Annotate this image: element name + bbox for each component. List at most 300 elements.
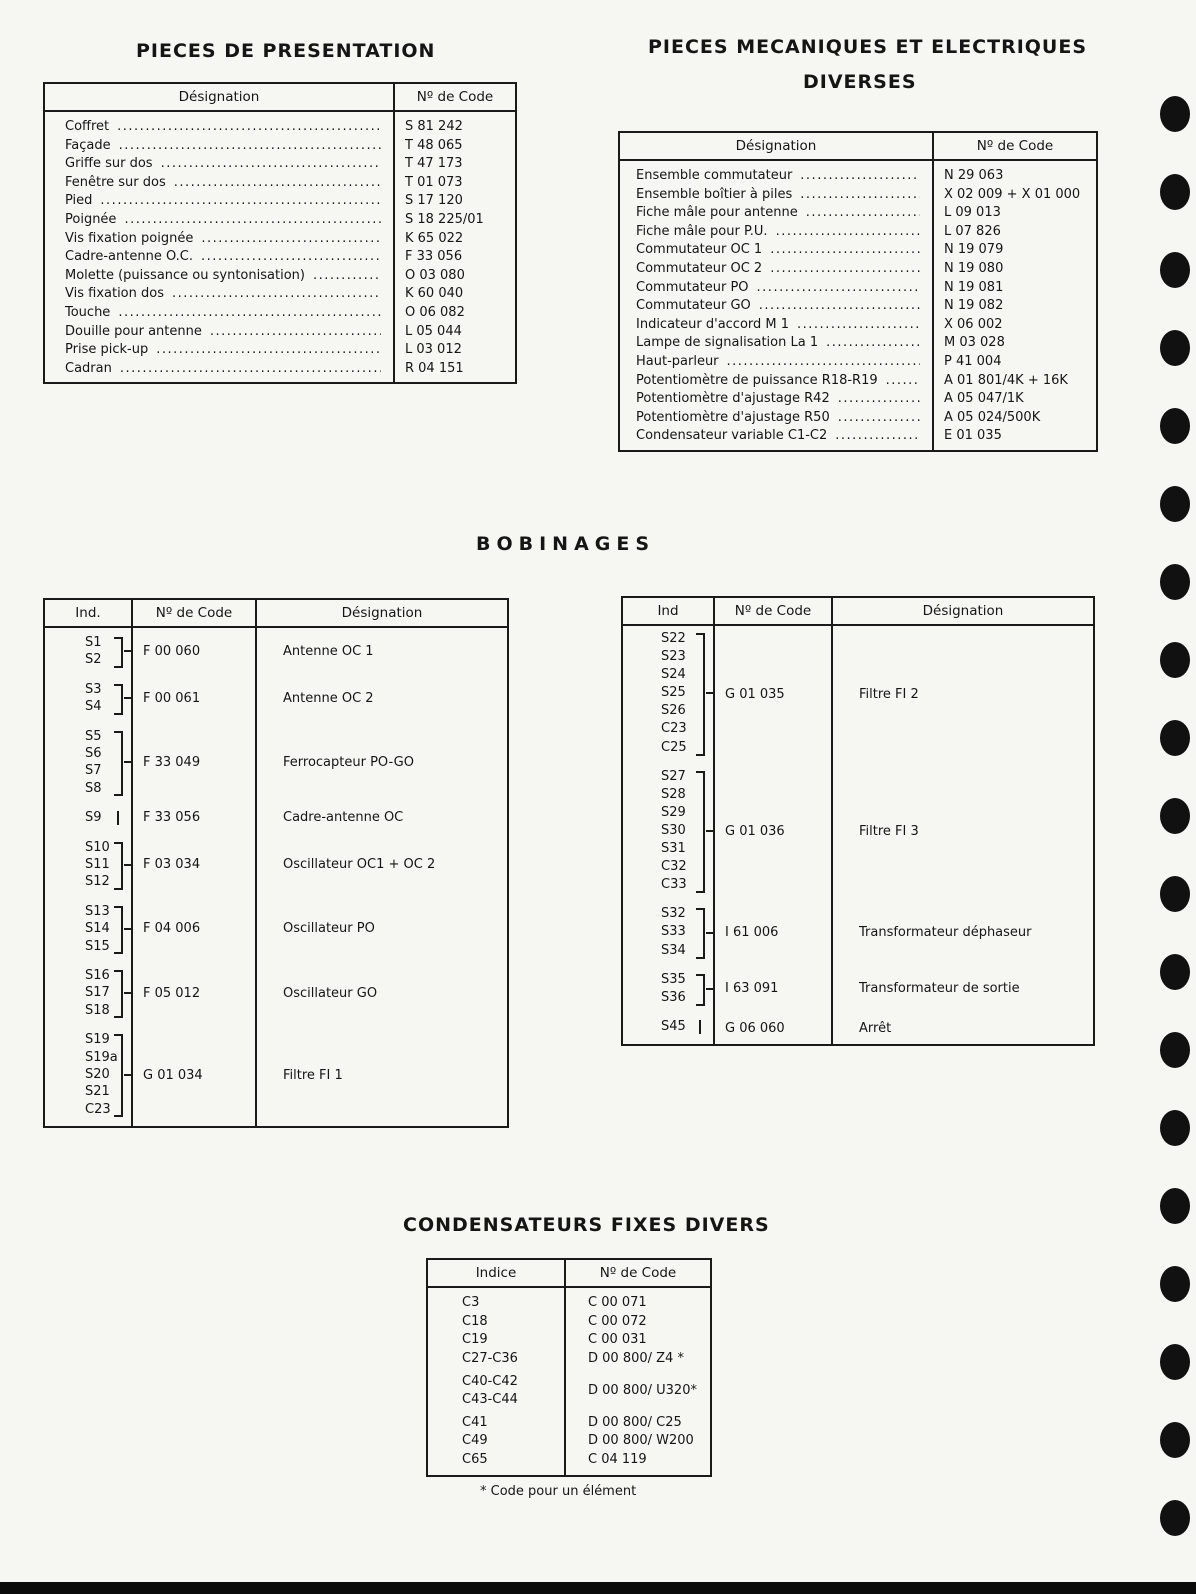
designation-wrap — [257, 1025, 507, 1126]
table-row — [44, 675, 508, 722]
code-value: X 02 009 + X 01 000 — [944, 186, 1081, 202]
code-value: N 19 079 — [944, 242, 1004, 258]
designation-wrap — [833, 1012, 1093, 1044]
designation-label: Cadran — [65, 360, 112, 376]
binder-hole — [1160, 642, 1190, 678]
designation-item — [65, 341, 393, 360]
table-row — [622, 625, 1094, 762]
leader-dots — [826, 334, 920, 353]
ind-cell — [622, 965, 714, 1012]
designation-value: Filtre FI 2 — [859, 686, 919, 702]
ind-value: S30 — [661, 822, 686, 838]
header-designation: Désignation — [256, 599, 508, 627]
designation-item — [65, 267, 393, 286]
code-value: N 19 080 — [944, 260, 1004, 276]
bracket-tick — [124, 1074, 131, 1076]
indice-value: C49 — [462, 1433, 488, 1449]
designation-wrap — [257, 675, 507, 722]
code-wrap — [133, 897, 255, 961]
code-cell — [714, 762, 832, 900]
leader-dots — [838, 390, 920, 409]
ind-value: S19a — [85, 1049, 118, 1065]
designation-label: Condensateur variable C1-C2 — [636, 428, 828, 444]
ind-cell — [44, 627, 132, 675]
bracket — [696, 771, 705, 894]
designation-label: Potentiomètre d'ajustage R42 — [636, 391, 830, 407]
designation-label: Douille pour antenne — [65, 323, 202, 339]
indice-cell — [427, 1331, 565, 1350]
ind-value: S24 — [661, 667, 686, 683]
designation-cell — [256, 722, 508, 804]
code-cell — [132, 897, 256, 961]
code-cell — [714, 900, 832, 965]
bracket — [114, 731, 123, 797]
table-row — [622, 1012, 1094, 1045]
leader-dots — [161, 155, 381, 174]
designation-wrap — [257, 961, 507, 1025]
code-value: L 09 013 — [944, 205, 1001, 221]
indice-value: C65 — [462, 1451, 488, 1467]
ind-value: S35 — [661, 971, 686, 987]
code-wrap — [133, 833, 255, 897]
table-row — [44, 897, 508, 961]
designation-label: Ensemble commutateur — [636, 168, 793, 183]
code-value: F 05 012 — [143, 985, 201, 1001]
leader-dots — [806, 204, 920, 223]
ind-value: S19 — [85, 1032, 110, 1048]
ind-value: S18 — [85, 1002, 110, 1018]
designation-label: Poignée — [65, 211, 117, 227]
designation-label: Haut-parleur — [636, 353, 719, 369]
bracket-tick — [706, 692, 713, 694]
ind-value: S27 — [661, 768, 686, 784]
leader-dots — [119, 137, 381, 156]
designation-item — [65, 118, 393, 137]
bobinages-left-table — [43, 598, 509, 1128]
designation-cell — [832, 625, 1094, 762]
presentation-table — [43, 82, 517, 384]
ind-cell — [44, 1025, 132, 1127]
code-value: F 00 060 — [143, 643, 201, 659]
code-value: F 33 049 — [143, 754, 201, 770]
table-row — [427, 1368, 711, 1413]
code-wrap — [133, 961, 255, 1025]
footnote: * Code pour un élément — [480, 1484, 637, 1499]
code-wrap — [133, 1025, 255, 1126]
code-value: K 60 040 — [405, 286, 464, 302]
table-row — [44, 833, 508, 897]
ind-group — [45, 833, 131, 897]
code-cell — [565, 1451, 711, 1477]
binder-hole — [1160, 1344, 1190, 1380]
code-value: C 00 071 — [588, 1295, 647, 1310]
ind-value: S9 — [85, 810, 102, 826]
indice-value: C40-C42 — [462, 1374, 518, 1390]
code-value: R 04 151 — [405, 360, 464, 376]
code-cell — [132, 722, 256, 804]
ind-value: S10 — [85, 839, 110, 855]
binder-hole — [1160, 1266, 1190, 1302]
bracket-tick — [706, 830, 713, 832]
bracket — [114, 906, 123, 954]
leader-dots — [124, 211, 381, 230]
code-value: L 07 826 — [944, 223, 1001, 239]
designation-item — [636, 204, 932, 223]
binder-hole — [1160, 564, 1190, 600]
ind-value: S11 — [85, 856, 110, 872]
header-code: Nº de Code — [933, 132, 1097, 160]
bracket-tick — [124, 928, 131, 930]
binder-hole — [1160, 1422, 1190, 1458]
designation-label: Fiche mâle pour antenne — [636, 205, 798, 221]
designation-cell — [256, 675, 508, 722]
bracket — [117, 811, 119, 824]
designation-value: Oscillateur PO — [283, 921, 375, 937]
bracket — [114, 842, 123, 890]
ind-value: S33 — [661, 924, 686, 940]
code-value: S 18 225/01 — [405, 211, 484, 227]
leader-dots — [835, 427, 920, 446]
title-bobinages: BOBINAGES — [476, 533, 656, 555]
header-designation: Désignation — [832, 597, 1094, 625]
ind-group — [45, 897, 131, 961]
designation-label: Façade — [65, 137, 111, 153]
ind-cell — [622, 625, 714, 762]
indice-value: C18 — [462, 1313, 488, 1329]
designation-label: Cadre-antenne O.C. — [65, 249, 194, 265]
code-cell — [714, 965, 832, 1012]
designation-item — [636, 316, 932, 335]
designation-item — [65, 230, 393, 249]
designation-cell — [832, 900, 1094, 965]
code-cell — [565, 1313, 711, 1332]
binder-hole — [1160, 720, 1190, 756]
designation-label: Commutateur GO — [636, 298, 751, 314]
ind-group — [623, 1012, 713, 1044]
code-cell — [565, 1432, 711, 1451]
leader-dots — [759, 297, 920, 316]
ind-value: S2 — [85, 652, 102, 668]
bracket-tick — [124, 864, 131, 866]
code-value: K 65 022 — [405, 230, 464, 246]
header-indice: Indice — [427, 1259, 565, 1287]
bracket-tick — [706, 988, 713, 990]
ind-group — [45, 628, 131, 675]
code-value: N 29 063 — [944, 168, 1004, 183]
ind-value: S20 — [85, 1066, 110, 1082]
table-row — [427, 1432, 711, 1451]
designation-item — [636, 297, 932, 316]
designation-item — [636, 186, 932, 205]
bracket — [114, 684, 123, 715]
table-row — [427, 1414, 711, 1433]
bottom-border — [0, 1582, 1196, 1594]
leader-dots — [727, 353, 920, 372]
designation-label: Commutateur OC 1 — [636, 242, 763, 258]
designation-cell — [832, 762, 1094, 900]
bracket-tick — [124, 650, 131, 652]
ind-value: S15 — [85, 938, 110, 954]
binder-hole — [1160, 486, 1190, 522]
designation-item — [636, 427, 932, 446]
ind-value: S22 — [661, 631, 686, 646]
code-value: D 00 800/ Z4 * — [588, 1350, 684, 1366]
designation-label: Pied — [65, 193, 93, 209]
table-row — [427, 1331, 711, 1350]
indice-cell — [427, 1287, 565, 1313]
designation-item — [65, 360, 393, 379]
designation-cell — [256, 803, 508, 832]
leader-dots — [800, 186, 920, 205]
table-row — [44, 803, 508, 832]
designation-cell — [256, 833, 508, 897]
ind-value: S6 — [85, 745, 102, 761]
leader-dots — [800, 167, 920, 186]
leader-dots — [120, 360, 381, 379]
bracket — [696, 633, 705, 756]
binder-hole — [1160, 1188, 1190, 1224]
ind-group — [45, 1025, 131, 1126]
leader-dots — [118, 304, 381, 323]
ind-value: S25 — [661, 685, 686, 701]
code-cell — [565, 1350, 711, 1369]
designation-label: Lampe de signalisation La 1 — [636, 335, 819, 351]
binder-hole — [1160, 408, 1190, 444]
binder-hole — [1160, 1500, 1190, 1536]
designation-label: Fiche mâle pour P.U. — [636, 223, 768, 239]
ind-value: S7 — [85, 763, 102, 779]
indice-value: C43-C44 — [462, 1391, 518, 1407]
designation-item — [636, 223, 932, 242]
designation-value: Oscillateur OC1 + OC 2 — [283, 857, 436, 873]
binder-hole — [1160, 1110, 1190, 1146]
title-mecaniques-line2: DIVERSES — [803, 71, 917, 93]
ind-value: C25 — [661, 739, 687, 755]
designation-label: Indicateur d'accord M 1 — [636, 316, 790, 332]
code-cell — [714, 625, 832, 762]
designation-label: Molette (puissance ou syntonisation) — [65, 267, 305, 283]
ind-value: S23 — [661, 649, 686, 665]
code-value: C 00 031 — [588, 1332, 647, 1348]
code-value: A 05 024/500K — [944, 409, 1041, 425]
code-cell — [132, 1025, 256, 1127]
indice-value: C41 — [462, 1414, 488, 1430]
designation-cell — [832, 1012, 1094, 1045]
binder-hole — [1160, 798, 1190, 834]
leader-dots — [886, 372, 920, 391]
code-value: T 47 173 — [405, 156, 463, 172]
ind-value: S29 — [661, 804, 686, 820]
code-value: T 48 065 — [405, 137, 463, 153]
designation-item — [636, 241, 932, 260]
designation-item — [636, 372, 932, 391]
ind-value: S32 — [661, 906, 686, 922]
designation-value: Transformateur déphaseur — [859, 925, 1032, 941]
designation-item — [65, 323, 393, 342]
bracket-tick — [124, 992, 131, 994]
binder-hole — [1160, 876, 1190, 912]
code-value: N 19 081 — [944, 279, 1004, 295]
leader-dots — [313, 267, 381, 286]
condensateurs-table — [426, 1258, 712, 1477]
designation-label: Touche — [65, 304, 111, 320]
code-wrap — [715, 626, 831, 762]
ind-value: S31 — [661, 841, 686, 857]
code-wrap — [133, 722, 255, 804]
table-row — [622, 965, 1094, 1012]
code-value: C 00 072 — [588, 1313, 647, 1329]
designation-wrap — [833, 900, 1093, 965]
code-cell — [565, 1368, 711, 1413]
designation-item — [65, 174, 393, 193]
code-value: A 01 801/4K + 16K — [944, 372, 1068, 388]
mecaniques-table — [618, 131, 1098, 452]
binder-hole — [1160, 330, 1190, 366]
designation-label: Vis fixation poignée — [65, 230, 194, 246]
ind-value: S26 — [661, 703, 686, 719]
code-value: T 01 073 — [405, 174, 463, 190]
designation-item — [65, 192, 393, 211]
bracket-tick — [706, 932, 713, 934]
ind-value: C32 — [661, 859, 687, 875]
ind-value: C23 — [85, 1101, 111, 1117]
indice-value: C19 — [462, 1332, 488, 1348]
code-value: G 06 060 — [725, 1020, 785, 1036]
bracket — [699, 1020, 701, 1034]
code-cell — [132, 675, 256, 722]
ind-value: S17 — [85, 985, 110, 1001]
code-value: O 06 082 — [405, 304, 465, 320]
bracket — [114, 970, 123, 1018]
title-mecaniques: PIECES MECANIQUES ET ELECTRIQUES — [648, 36, 1088, 58]
indice-cell — [427, 1368, 565, 1413]
table-row — [427, 1451, 711, 1477]
designation-label: Vis fixation dos — [65, 286, 164, 302]
designation-cell — [256, 961, 508, 1025]
table-row — [427, 1287, 711, 1313]
code-value: I 63 091 — [725, 981, 779, 997]
designation-label: Fenêtre sur dos — [65, 174, 166, 190]
code-value: F 33 056 — [143, 810, 201, 826]
indice-cell — [427, 1350, 565, 1369]
designation-wrap — [257, 628, 507, 675]
designation-wrap — [833, 965, 1093, 1012]
ind-value: C33 — [661, 877, 687, 893]
code-value: F 04 006 — [143, 921, 201, 937]
header-code: Nº de Code — [565, 1259, 711, 1287]
designation-label: Coffret — [65, 119, 110, 134]
ind-group — [45, 961, 131, 1025]
designation-item — [636, 260, 932, 279]
designation-item — [636, 353, 932, 372]
ind-cell — [44, 803, 132, 832]
bracket — [114, 637, 123, 668]
header-code: Nº de Code — [132, 599, 256, 627]
ind-value: S28 — [661, 786, 686, 802]
designation-item — [65, 248, 393, 267]
code-value: L 05 044 — [405, 323, 462, 339]
designation-label: Potentiomètre de puissance R18-R19 — [636, 372, 878, 388]
header-ind: Ind. — [44, 599, 132, 627]
code-cell — [565, 1414, 711, 1433]
designation-value: Arrêt — [859, 1020, 892, 1036]
designation-wrap — [833, 762, 1093, 900]
designation-item — [636, 279, 932, 298]
designation-value: Ferrocapteur PO-GO — [283, 754, 414, 770]
code-value: A 05 047/1K — [944, 391, 1024, 407]
header-code: Nº de Code — [714, 597, 832, 625]
title-presentation: PIECES DE PRESENTATION — [136, 40, 436, 62]
bracket-tick — [124, 697, 131, 699]
designation-label: Prise pick-up — [65, 342, 149, 358]
ind-group — [623, 900, 713, 965]
ind-group — [623, 762, 713, 900]
leader-dots — [100, 192, 381, 211]
ind-value: S36 — [661, 989, 686, 1005]
code-value: N 19 082 — [944, 298, 1004, 314]
code-cell — [132, 833, 256, 897]
leader-dots — [210, 323, 381, 342]
designation-label: Commutateur OC 2 — [636, 260, 763, 276]
designation-value: Filtre FI 3 — [859, 823, 919, 839]
code-column — [394, 111, 516, 383]
designation-cell — [256, 627, 508, 675]
header-designation: Désignation — [44, 83, 394, 111]
indice-cell — [427, 1432, 565, 1451]
leader-dots — [172, 285, 381, 304]
code-value: G 01 034 — [143, 1068, 203, 1084]
code-value: S 17 120 — [405, 193, 463, 209]
indice-cell — [427, 1414, 565, 1433]
designation-label: Ensemble boîtier à piles — [636, 186, 793, 202]
leader-dots — [201, 248, 381, 267]
binder-hole — [1160, 96, 1190, 132]
indice-cell — [427, 1313, 565, 1332]
code-wrap — [715, 900, 831, 965]
leader-dots — [770, 241, 920, 260]
binder-hole — [1160, 252, 1190, 288]
ind-value: S4 — [85, 699, 102, 715]
binder-hole — [1160, 954, 1190, 990]
leader-dots — [156, 341, 381, 360]
binder-hole — [1160, 174, 1190, 210]
ind-cell — [622, 762, 714, 900]
designation-item — [65, 285, 393, 304]
table-row — [44, 627, 508, 675]
table-row — [44, 961, 508, 1025]
designation-wrap — [257, 803, 507, 832]
bracket — [696, 908, 705, 958]
table-row — [44, 722, 508, 804]
header-code: Nº de Code — [394, 83, 516, 111]
code-cell — [565, 1331, 711, 1350]
designation-wrap — [833, 626, 1093, 762]
ind-value: S5 — [85, 728, 102, 744]
leader-dots — [117, 118, 381, 137]
header-ind: Ind — [622, 597, 714, 625]
designation-cell — [256, 897, 508, 961]
code-value: O 03 080 — [405, 267, 465, 283]
ind-value: S3 — [85, 681, 102, 697]
leader-dots — [770, 260, 920, 279]
indice-value: C3 — [462, 1295, 480, 1310]
code-wrap — [133, 675, 255, 722]
designation-label: Griffe sur dos — [65, 156, 153, 172]
code-cell — [132, 961, 256, 1025]
code-wrap — [715, 1012, 831, 1044]
ind-group — [623, 626, 713, 762]
code-value: F 00 061 — [143, 690, 201, 706]
